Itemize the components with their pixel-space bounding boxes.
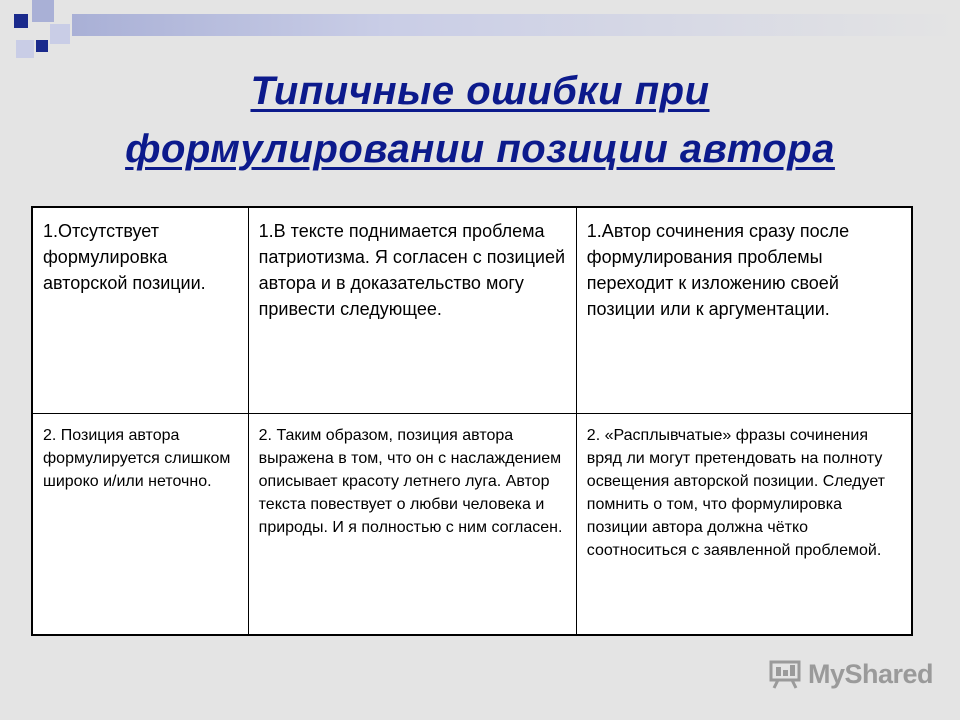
table-cell: 2. Таким образом, позиция автора выражена в том, что он с наслаждением описывает красоту летнего луга. Автор текста повествует о любви человека и природы. И я полностью с ним согласен.	[248, 414, 576, 636]
deco-square-light	[50, 24, 70, 44]
table-cell: 1.В тексте поднимается проблема патриотизма. Я согласен с позицией автора и в доказательство могу привести следующее.	[248, 207, 576, 414]
table-row	[32, 414, 912, 636]
top-gradient-bar	[72, 14, 960, 36]
deco-square-dark	[14, 14, 28, 28]
presentation-board-icon	[768, 659, 802, 689]
table-cell: 1.Автор сочинения сразу после формулирования проблемы переходит к изложению своей позиции или к аргументации.	[576, 207, 912, 414]
title-line-2: формулировании позиции автора	[125, 127, 835, 171]
table-cell: 1.Отсутствует формулировка авторской позиции.	[32, 207, 248, 414]
table-cell: 2. Позиция автора формулируется слишком широко и/или неточно.	[32, 414, 248, 636]
errors-table	[31, 206, 913, 636]
title-line-1: Типичные ошибки при	[250, 69, 710, 113]
table-cell: 2. «Расплывчатые» фразы сочинения вряд ли могут претендовать на полноту освещения авторской позиции. Следует помнить о том, что формулировка позиции автора должна чётко соотноситься с заявленной проблемой.	[576, 414, 912, 636]
deco-square-light	[32, 0, 54, 22]
deco-square-light	[16, 40, 34, 58]
slide-title	[0, 62, 960, 178]
watermark-logo	[768, 656, 933, 692]
table-row	[32, 207, 912, 414]
deco-square-dark	[36, 40, 48, 52]
watermark-text: MyShared	[808, 658, 934, 689]
